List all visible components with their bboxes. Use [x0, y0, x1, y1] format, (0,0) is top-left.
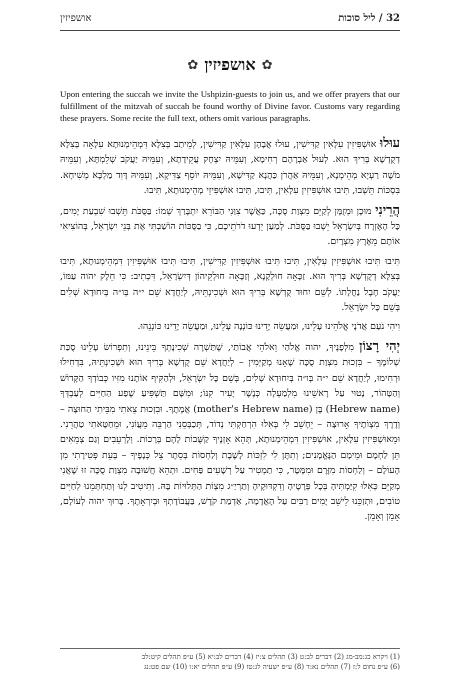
- footnote: (1) ויקרא כג:מב-מג: [346, 653, 400, 661]
- footnote: (5) ע״פ תהלים קיט:לב: [141, 653, 206, 661]
- ornament-left-icon: ✿: [187, 57, 199, 73]
- paragraph-tivu: [60, 254, 400, 316]
- hebrew-body: [60, 136, 400, 525]
- paragraph-ulu: [60, 136, 400, 199]
- footnote: (10) שם פט:נג: [144, 663, 188, 671]
- footnote: (4) דברים לב:יא: [207, 653, 254, 661]
- ornament-right-icon: ✿: [261, 57, 273, 73]
- running-head-section: אושפיזין: [60, 12, 92, 24]
- section-title-text: אושפיזין: [204, 55, 256, 74]
- footnote: (2) דברים לב:ט: [299, 653, 344, 661]
- paragraph-text: מוּכָן וּמְזֻמָּן לְקַיֵּם מִצְוַת סֻכָּה, כַּאֲשֶׁר צִוַּנִי הַבּוֹרֵא יִתְבָּרַךְ שְׁמוֹ: בַּסֻּכֹּת תֵּשְׁבוּ שִׁבְעַת יָמִים, כָּל הָאֶזְרָח בְּיִשְׂרָאֵל יֵשְׁבוּ בַּסֻּכֹּת. לְמַעַן יֵדְעוּ דֹרֹתֵיכֶם, כִּי בַסֻּכּוֹת הוֹשַׁבְתִּי אֶת בְּנֵי יִשְׂרָאֵל, בְּהוֹצִיאִי אוֹתָם מֵאֶרֶץ מִצְרָיִם.: [60, 205, 400, 248]
- paragraph-text: מִלְּפָנֶיךָ, יהוה אֱלֹהַי וֵאלֹהֵי אֲבוֹתַי, שֶׁתַּשְׁרֶה שְׁכִינָתְךָ בֵּינֵינוּ, וְתִפְרוֹשׂ עָלֵינוּ סֻכַּת שְׁלוֹמֶךָ – בִּזְכוּת מִצְוַת סֻכָּה שֶׁאָנוּ מְקַיְּמִין – לְיַחֲדָא שֵׁם קֻדְשָׁא בְּרִיךְ הוּא וּשְׁכִינְתֵּיהּ, בִּדְחִילוּ וּרְחִימוּ, לְיַחֲדָא שֵׁם י״ה בְּו״ה בְּיִחוּדָא שְׁלִים, בְּשֵׁם כָּל יִשְׂרָאֵל, וּלְהַקִּיף אוֹתָנוּ מִזִּיו כְּבוֹדְךָ הַקָּדוֹשׁ וְהַטָּהוֹר, נָטוּי עַל רָאשֵׁינוּ מִלְמַעְלָה כְּנֶשֶׁר יָעִיר קִנּוֹ; וּמִשָּׁם תַּשְׁפִּיעַ שֶׁפַע הַחַיִּים לְעַבְדְּךָ (Hebrew name) בֶּן (mother's Hebrew name) אֲמָתֶךָ. וּבִזְכוּת צֵאתִי מִבֵּיתִי הַחוּצָה – וְדֶרֶךְ מִצְוֹתֶיךָ אָרוּצָה – יֵחָשֵׁב לִי בְּאִלּוּ הִרְחַקְתִּי נְדוֹד, תְּכַבְּסֵנִי הַרְבֵּה מֵעֲוֹנִי, וּמֵחַטָּאתִי טַהֲרֵנִי. וּמֵאוּשְׁפִּיזִין עִלָּאִין, אוּשְׁפִּיזִין דִּמְהֵימְנוּתָא, תְּהֵא אָזְנֶיךָ קַשֻּׁבוֹת לָהֶם בְּרָכוֹת. וְלָרְעֵבִים וְגַם צְמֵאִים תֵּן לַחְמָם וּמֵימָם הַנֶּאֱמָנִים; וְתִתֶּן לִי לִזְכּוֹת לָשֶׁבֶת וְלַחְסוֹת בְּסֵתֶר צֵל כְּנָפֶיךָ – בְּעֵת פְּטִירָתִי מִן הָעוֹלָם – וְלַחְסוֹת מִזֶּרֶם וּמִמָּטָר, כִּי תַמְטִיר עַל רְשָׁעִים פַּחִים. וּתְהֵא חֲשׁוּבָה מִצְוַת סֻכָּה זוּ שֶׁאֲנִי מְקַיֵּם כְּאִלּוּ קִיַּמְתִּיהָ בְּכָל פְּרָטֶיהָ וְדִקְדּוּקֶיהָ וְתַרְיַ״ג מִצְוֹת הַתְּלוּיוֹת בָּהּ. וְתִיטִיב לְנוּ וְתַחְתְּמֵנוּ לְחַיִּים טוֹבִים, וּתְזַכֵּנוּ לֵישֵׁב יָמִים רַבִּים עַל הָאֲדָמָה, אַדְמַת קֹדֶשׁ, בַּעֲבוֹדָתְךָ וּבְיִרְאָתֶךָ. בָּרוּךְ יהוה לְעוֹלָם, אָמֵן וְאָמֵן.: [60, 341, 400, 523]
- running-head-page: 32 / ליל סוכות: [338, 12, 400, 24]
- paragraph-vihi-noam: [60, 319, 400, 334]
- paragraph-hareini: [60, 203, 400, 250]
- paragraph-text: תִּיבוּ תִּיבוּ אוּשְׁפִּיזִין עִלָּאִין, תִּיבוּ תִּיבוּ אוּשְׁפִּיזִין קַדִּישִׁין, תִּיבוּ תִּיבוּ אוּשְׁפִּיזִין דִּמְהֵימְנוּתָא, תִּיבוּ בְּצִלָּא דְקֻדְשָׁא בְּרִיךְ הוּא. זַכָּאָה חוּלְקָנָא, וְזַכָּאָה חוּלְקֵיהוֹן דְּיִשְׂרָאֵל, דִּכְתִיב: כִּי חֵלֶק יהוה עַמּוֹ, יַעֲקֹב חֶבֶל נַחֲלָתוֹ. לְשֵׁם יִחוּד קֻדְשָׁא בְּרִיךְ הוּא וּשְׁכִינְתֵּיהּ, לְיַחֲדָא שֵׁם י״ה בְּו״ה בְּיִחוּדָא שְׁלִים בְּשֵׁם כָּל יִשְׂרָאֵל.: [60, 255, 400, 314]
- paragraph-lead-word: יְהִי רָצוֹן: [359, 338, 400, 354]
- section-title: [60, 52, 400, 78]
- paragraph-text: וִיהִי נֹעַם אֲדֹנָי אֱלֹהֵינוּ עָלֵינוּ, וּמַעֲשֵׂה יָדֵינוּ כּוֹנְנָה עָלֵינוּ, וּמַעֲשֵׂה יָדֵינוּ כּוֹנְנֵהוּ.: [137, 321, 400, 333]
- paragraph-text: אוּשְׁפִּיזִין עִלָּאִין קַדִּישִׁין, עוּלוּ אֲבָהָן עִלָּאִין קַדִּישִׁין, לְמֵיתַב בְּצִלָּא דִּמְהֵימְנוּתָא עִלָּאָה בְּצִלָּא דְקֻדְשָׁא בְּרִיךְ הוּא. לְעוּל אַבְרָהָם רְחִימָא, וְעִמֵּיהּ יִצְחָק עֲקֵידָתָא, וְעִמֵּיהּ יַעֲקֹב שְׁלֵמְתָּא, וְעִמֵּיהּ מֹשֶׁה רַעְיָא מְהֵימְנָא, וְעִמֵּיהּ אַהֲרֹן כַּהֲנָא קַדִּישָׁא, וְעִמֵּיהּ יוֹסֵף צַדִּיקָא, וְעִמֵּיהּ דָּוִד מַלְכָּא מְשִׁיחָא. בִּסְכּוֹת תֵּשְׁבוּ, תִּיבוּ אוּשְׁפִּיזִין עִלָּאִין, תִּיבוּ, תִּיבוּ אוּשְׁפִּיזֵי מְהֵימְנוּתָא, תִּיבוּ.: [60, 139, 400, 197]
- footnote: (7) תהלים נא:ד: [306, 663, 351, 671]
- running-head: [60, 8, 400, 28]
- paragraph-lead-word: הֲרֵינִי: [375, 202, 401, 218]
- footnote: (6) ע״פ נחום ל:ז: [352, 663, 400, 671]
- footnotes: [60, 648, 400, 672]
- paragraph-yehi-ratzon: [60, 339, 400, 525]
- header-rule: [60, 30, 400, 31]
- footnote: (3) תהלים צ:יז: [255, 653, 298, 661]
- footnote: (9) ע״פ תהלים יא:ו: [189, 663, 245, 671]
- footnote: (8) ע״פ ישעיה לג:טז: [246, 663, 305, 671]
- english-instructions: Upon entering the succah we invite the Ushpizin-guests to join us, and we offer prayers that our fulfillment of the mitzvah of succah be found worthy of Divine favor. Customs vary regarding these prayers. Some recite the full text, others omit various paragraphs.: [60, 89, 400, 123]
- paragraph-lead-word: עוּלוּ: [379, 136, 400, 151]
